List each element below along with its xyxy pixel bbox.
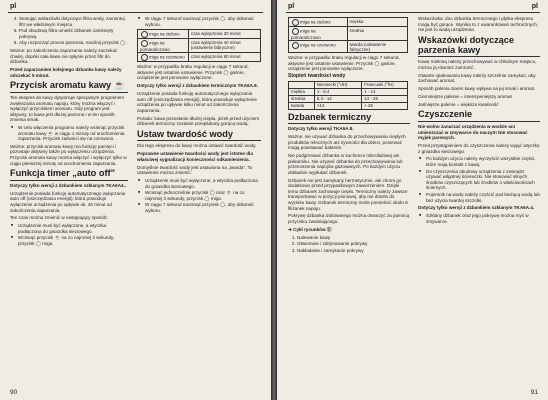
paragraph: Domyślnie twardość wody jest ustawiona na „twarda”. To ustawienie można zmienić: bbox=[137, 164, 253, 176]
table-cell: miga na zielono bbox=[138, 30, 189, 39]
cleaning-bullet-list-2 bbox=[418, 213, 540, 224]
model-note: Dotyczy tylko wersji z dzbankiem szklanym TKA6A.4. bbox=[418, 205, 535, 211]
hardness-table bbox=[288, 17, 408, 53]
paragraph: Jaśniejsze palenie = większa kwaśność bbox=[418, 101, 499, 107]
table-cell: czas wyłączenia 60 minut bbox=[188, 53, 260, 62]
table-cell: miga na czerwono bbox=[289, 41, 348, 53]
section-heading-hardness: Ustaw twardość wody bbox=[137, 130, 261, 142]
model-note: Dotyczy tylko wersji TKA6A.8. bbox=[288, 126, 354, 132]
timer-bullet-list bbox=[10, 223, 128, 246]
power-icon bbox=[141, 31, 148, 38]
table-cell: średnia bbox=[289, 95, 315, 102]
table-cell: czas wyłączenia 40 minut (ustawienie fabryczne) bbox=[188, 39, 260, 53]
list-item: 4. Stosując wskazówki dotyczące filtra wody, zamontuj filtr we właściwym miejscu. bbox=[19, 16, 128, 27]
table-row bbox=[138, 53, 261, 62]
table-row bbox=[289, 95, 408, 102]
list-item: ■ Wcisnąć przycisk ☕ na co najmniej 3 sekundy, przycisk ◯ miga. bbox=[18, 235, 128, 246]
page-header-lang: pl bbox=[10, 3, 17, 10]
paragraph: Dzbanek nie jest zamykany hermetycznie, ale chroni go dodatkowo przed przypadkowym zawierzeniem. Dzięki temu dzbanek zachowuje ciepło. Termiczny należy zawsze transportować w pozycji pionowej, aby nie doszło do wycieku kawy. Dzbanek termiczny może pomieścić około 8 filiżanek napoju. bbox=[288, 177, 408, 211]
list-item: ■ Do czyszczenia obudowy urządzenia z zewnątrz używać wilgotnej ściereczki. Nie stosować silnych środków czyszczących lub środków o właściwościach ściernych. bbox=[426, 169, 540, 191]
list-item: ■ Urządzenie musi być wyłączone, a wtyczka podłączona do gniazdka sieciowego. bbox=[145, 178, 261, 189]
table-cell: 8,4 - 14 bbox=[314, 95, 361, 102]
table-cell: 14 - 25 bbox=[362, 95, 408, 102]
table-row bbox=[289, 88, 408, 95]
table-header-cell: Francuski (°fH) bbox=[362, 81, 408, 88]
paragraph: Sposób palenia ziaren kawy wpływa na jej smak i aromat. bbox=[418, 86, 536, 92]
paragraph: Ważne: w przypadku braku regulacji w ciągu 7 sekund, aktywne jest ostatnie ustawienie. Przycisk ◯ gaśnie, urządzenie jest ponownie wyłączone. bbox=[137, 64, 249, 81]
right-column-2 bbox=[418, 16, 540, 226]
model-note: Dotyczy tylko wersji z dzbankiem szklanym TKA6A4.. bbox=[10, 183, 127, 189]
subheading-degree: Stopień twardości wody bbox=[288, 72, 346, 79]
power-icon bbox=[292, 19, 299, 26]
timer-table bbox=[137, 29, 261, 62]
paragraph: Ważne: przycisk aromatu kawy ma funkcję pamięci i pozostaje aktywny także po wyłączeniu urządzenia. Przycisk aromatu kawy można włączyć i wyłączyć tylko w ciągu pierwszej minuty od uruchomienia zaparzania. bbox=[10, 143, 127, 166]
page-number: 90 bbox=[10, 389, 18, 396]
paragraph: Kawę mieloną należy przechowywać w chłodnym miejscu, można ją również zamrozić. bbox=[418, 59, 537, 70]
list-item: 3. Nakładanie i zamykanie pokrywy bbox=[297, 248, 410, 254]
list-item: ■ Szklany dzbanek oraz jego pokrywę można myć w zmywarce. bbox=[426, 213, 540, 224]
section-heading-thermo: Dzbanek termiczny bbox=[288, 113, 410, 125]
aroma-bullet-list bbox=[10, 125, 128, 142]
table-row bbox=[138, 30, 261, 39]
list-item: ■ W ciągu 7 sekund nacisnąć przycisk ◯, aby dokonać wyboru. bbox=[145, 16, 261, 27]
paragraph: Nie podgrzewać dzbanka w kuchence mikrofalowej ani piekarniku. Nie używać dzbanka do przechowywania lub przenoszenia napojów gazowanych. Po każdym użyciu dokładnie wypłukać dzbanek. bbox=[288, 153, 403, 175]
section-heading-timer: Funkcja timer „auto off” bbox=[10, 169, 128, 181]
paragraph: Urządzenie posiada funkcję automatycznego wyłączania auto off (oszczędzania energii), która powoduje wyłączenie urządzenia po upływie kilku minut od zakończenia zaparzania. bbox=[137, 90, 257, 113]
page-header-lang-right: pl bbox=[531, 3, 538, 10]
paragraph: Ten ekspres do kawy dysponuje specjalnym programem zwiększania aromatu napoju, który można włączyć i wyłączyć przyciskiem aromatu. Gdy program jest aktywny, to kawa jest dłużej parzona i w ten sposób zmienia smak. bbox=[10, 94, 125, 123]
table-row bbox=[289, 27, 408, 41]
list-item: ■ W celu włączenia programu należy wcisnąć przycisk aromatu kawy ☕ w ciągu 1 minuty od uruchomienia zaparzania. Przycisk zaświeci się na czerwono. bbox=[18, 125, 128, 142]
table-row bbox=[289, 41, 408, 53]
table-cell: miękka bbox=[347, 18, 407, 27]
cleaning-bullet-list bbox=[418, 156, 540, 203]
paragraph: Przed przystąpieniem do czyszczenia należy wyjąć wtyczkę z gniazdka sieciowego. bbox=[418, 143, 540, 154]
note-text: Ważne: po zakończeniu zaparzania należy zaczekać chwilę, dopóki cała kawa nie spłynie przez filtr do dzbanka. bbox=[10, 47, 118, 65]
list-item: 1. Nalewanie kawy bbox=[297, 235, 410, 241]
tip-text: Porada: kawa pozostanie dłużej ciepła, jeżeli przed użyciem dzbanek termiczny zostanie przepłukany gorącą wodą. bbox=[137, 115, 260, 127]
power-icon bbox=[292, 28, 299, 35]
model-note: Dotyczy tylko wersji z dzbankiem termicznym TKA6A.8. bbox=[137, 83, 259, 89]
paragraph: Wskazówka: dno dzbanka termicznego i płytka ekspresu mogą być gorące. Wynika to z uwarunkowań technicznych, nie jest to wadą urządzenia. bbox=[418, 16, 539, 33]
page-number: 91 bbox=[530, 389, 538, 396]
section-heading-cleaning: Czyszczenie bbox=[418, 110, 540, 122]
list-item: ■ Pojemnik na wodę należy czyścić pod bieżącą wodą lub bez użycia twardej szczotki. bbox=[426, 192, 540, 203]
table-cell: miga na zielono bbox=[289, 18, 348, 27]
warning-text: Nie wolno zanurzać urządzenia w wodzie ani umieszczać w zmywarce do naczyń! Nie stosować myjek parowych. bbox=[418, 124, 528, 141]
paragraph: Urządzenie posiada funkcję automatycznego wyłączania auto off (oszczędzania energii), która powoduje wyłączenie urządzenia po upływie ok. 40 minut od zakończenia zaparzania. bbox=[10, 190, 126, 213]
cycle-steps-list bbox=[288, 235, 410, 254]
paragraph: Otwarte opakowania kawy należy szczelnie zamykać, aby zachować aromat. bbox=[418, 72, 536, 84]
header-rule bbox=[8, 12, 263, 13]
table-row bbox=[289, 18, 408, 27]
list-item: ■ W ciągu 7 sekund nacisnąć przycisk ◯, aby dokonać wyboru. bbox=[145, 202, 261, 213]
paragraph: Ważne: nie używać dzbanka do przechowywania ciepłych produktów mlecznych ani żywności dla dzieci, ponieważ mogą powstawać bakterie. bbox=[288, 134, 406, 151]
right-page bbox=[277, 0, 548, 400]
paragraph: Dla tego ekspresu do kawy można ustawić twardość wody. bbox=[137, 143, 257, 149]
note-bold-text: Przed zaparzaniem kolejnego dzbanka kawy należy odczekać 5 minut. bbox=[10, 66, 122, 78]
list-item: ■ Urządzenie musi być wyłączone, a wtyczka podłączona do gniazdka sieciowego. bbox=[18, 223, 128, 234]
table-row bbox=[289, 102, 408, 109]
header-rule bbox=[286, 12, 540, 13]
hardness-bullet-list bbox=[137, 178, 261, 214]
paragraph: Pokrywę dzbanka izolowanego można otworzyć za pomocą przycisku zwalniającego. bbox=[288, 213, 410, 225]
list-item: ■ Wcisnąć jednocześnie przycisk ◯ oraz ☕ na co najmniej 3 sekundy, przycisk ◯ miga. bbox=[145, 190, 261, 201]
left-column-2 bbox=[137, 16, 261, 216]
list-item: 2. Otwieranie i zdejmowanie pokrywy bbox=[297, 241, 410, 247]
table-row bbox=[289, 81, 408, 88]
brew-steps-list bbox=[10, 16, 128, 46]
page-header-lang: pl bbox=[288, 3, 295, 10]
section-heading-tips: Wskazówki dotyczące parzenia kawy bbox=[418, 36, 540, 58]
table-header-cell bbox=[289, 81, 315, 88]
table-cell: >14 bbox=[314, 102, 361, 109]
left-page bbox=[0, 0, 271, 400]
table-cell: 1 - 8,4 bbox=[314, 88, 361, 95]
table-header-cell: Niemiecki (°dH) bbox=[314, 81, 361, 88]
table-cell: czas wyłączenia 20 minut bbox=[188, 30, 260, 39]
table-cell: miga na pomarańczowo bbox=[138, 39, 189, 53]
table-cell: miękka bbox=[289, 88, 315, 95]
paragraph-bold: Poprawne ustawienie twardości wody jest istotne dla właściwej sygnalizacji konieczności odkamienienia. bbox=[137, 151, 253, 162]
figure-reference: ➔ Cykl ryсunków ⓑ bbox=[288, 226, 332, 232]
power-icon bbox=[292, 42, 299, 49]
power-icon bbox=[141, 40, 148, 47]
table-cell: średnia bbox=[347, 27, 407, 41]
list-item: ■ Po każdym użyciu należy wyczyścić wszystkie części, które mają kontakt z kawą. bbox=[426, 156, 540, 167]
table-row bbox=[138, 39, 261, 53]
paragraph: Ciemniejsze palenie = intensywniejszy aromat bbox=[418, 93, 512, 99]
power-icon bbox=[141, 54, 148, 61]
table-cell: miga na czerwono bbox=[138, 53, 189, 62]
table-cell: 1 - 14 bbox=[362, 88, 408, 95]
paragraph: Ten czas można zmienić w następujący sposób: bbox=[10, 215, 108, 221]
degree-table bbox=[288, 81, 408, 110]
timer-bullet-list-cont bbox=[137, 16, 261, 27]
table-cell: miga na pomarańczowo bbox=[289, 27, 348, 41]
right-column-1 bbox=[288, 16, 410, 255]
section-heading-aroma: Przycisk aromatu kawy ☕ bbox=[10, 81, 128, 93]
list-item: 6. Aby rozpocząć proces parzenia, naciśnij przycisk ◯. bbox=[19, 40, 128, 46]
table-cell: twarda (ustawienie fabryczne) bbox=[347, 41, 407, 53]
list-item: 5. Pod obudową filtra umieść dzbanek zamknięty pokrywą. bbox=[19, 28, 128, 39]
table-cell: twarda bbox=[289, 102, 315, 109]
paragraph: Ważne: w przypadku braku regulacji w ciągu 7 sekund, aktywne jest ostatnie ustawienie. Przycisk ◯ gaśnie, urządzenie jest ponownie wyłączone. bbox=[288, 55, 400, 72]
left-column-1 bbox=[10, 16, 128, 249]
table-cell: > 25 bbox=[362, 102, 408, 109]
